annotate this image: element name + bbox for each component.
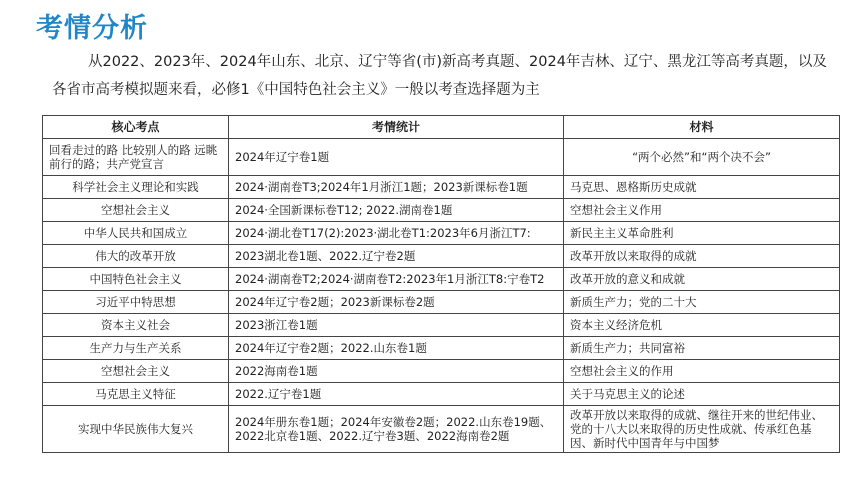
cell-topic: 中华人民共和国成立: [43, 222, 229, 245]
table-row: [43, 139, 840, 176]
table-row: [43, 245, 840, 268]
table-row: [43, 222, 840, 245]
cell-material: 新质生产力；党的二十大: [564, 291, 840, 314]
cell-stats: 2024·湖北卷T17(2):2023·湖北卷T1:2023年6月浙江T7:: [229, 222, 564, 245]
header-material: 材料: [564, 116, 840, 139]
cell-stats: 2022.辽宁卷1题: [229, 383, 564, 406]
table-row: [43, 268, 840, 291]
header-core-topic: 核心考点: [43, 116, 229, 139]
cell-material: 马克思、恩格斯历史成就: [564, 176, 840, 199]
cell-stats: 2022海南卷1题: [229, 360, 564, 383]
exam-analysis-table: [42, 115, 840, 453]
cell-topic: 空想社会主义: [43, 199, 229, 222]
intro-paragraph: [52, 48, 832, 104]
table-row: [43, 406, 840, 453]
cell-material: 关于马克思主义的论述: [564, 383, 840, 406]
cell-topic: 科学社会主义理论和实践: [43, 176, 229, 199]
intro-text: 从2022、2023年、2024年山东、北京、辽宁等省(市)新高考真题、2024年吉林、辽宁、黑龙江等高考真题，以及各省市高考模拟题来看，必修1《中国特色社会主义》一般以考查选择题为主: [52, 54, 827, 98]
cell-material: 新民主主义革命胜利: [564, 222, 840, 245]
page-title: 考情分析: [36, 13, 148, 44]
cell-material: “两个必然”和“两个决不会”: [564, 139, 840, 176]
cell-topic: 空想社会主义: [43, 360, 229, 383]
cell-topic: 生产力与生产关系: [43, 337, 229, 360]
cell-material: 资本主义经济危机: [564, 314, 840, 337]
table-row: [43, 337, 840, 360]
cell-topic: 实现中华民族伟大复兴: [43, 406, 229, 453]
cell-material: 空想社会主义作用: [564, 199, 840, 222]
table-row: [43, 383, 840, 406]
cell-stats: 2023湖北卷1题、2022.辽宁卷2题: [229, 245, 564, 268]
header-exam-stats: 考情统计: [229, 116, 564, 139]
cell-topic: 习近平中特思想: [43, 291, 229, 314]
cell-topic: 资本主义社会: [43, 314, 229, 337]
cell-topic: 回看走过的路 比较别人的路 远眺前行的路；共产党宣言: [43, 139, 229, 176]
cell-material: 空想社会主义的作用: [564, 360, 840, 383]
table-row: [43, 314, 840, 337]
cell-stats: 2024年辽宁卷1题: [229, 139, 564, 176]
cell-material: 改革开放的意义和成就: [564, 268, 840, 291]
cell-topic: 马克思主义特征: [43, 383, 229, 406]
cell-stats: 2024年辽宁卷2题；2023新课标卷2题: [229, 291, 564, 314]
cell-topic: 中国特色社会主义: [43, 268, 229, 291]
cell-stats: 2024·湖南卷T2;2024·湖南卷T2:2023年1月浙江T8:宁卷T2: [229, 268, 564, 291]
table-row: [43, 360, 840, 383]
cell-material: 改革开放以来取得的成就: [564, 245, 840, 268]
cell-material: 改革开放以来取得的成就、继往开来的世纪伟业、党的十八大以来取得的历史性成就、传承红色基因、新时代中国青年与中国梦: [564, 406, 840, 453]
cell-topic: 伟大的改革开放: [43, 245, 229, 268]
cell-stats: 2024年辽宁卷2题；2022.山东卷1题: [229, 337, 564, 360]
cell-stats: 2024·全国新课标卷T12; 2022.湖南卷1题: [229, 199, 564, 222]
table-row: [43, 199, 840, 222]
cell-stats: 2023浙江卷1题: [229, 314, 564, 337]
table-header-row: [43, 116, 840, 139]
cell-stats: 2024·湖南卷T3;2024年1月浙江1题；2023新课标卷1题: [229, 176, 564, 199]
table-row: [43, 291, 840, 314]
table-row: [43, 176, 840, 199]
cell-stats: 2024年册东卷1题；2024年安徽卷2题；2022.山东卷19题、2022北京卷1题、2022.辽宁卷3题、2022海南卷2题: [229, 406, 564, 453]
cell-material: 新质生产力；共同富裕: [564, 337, 840, 360]
